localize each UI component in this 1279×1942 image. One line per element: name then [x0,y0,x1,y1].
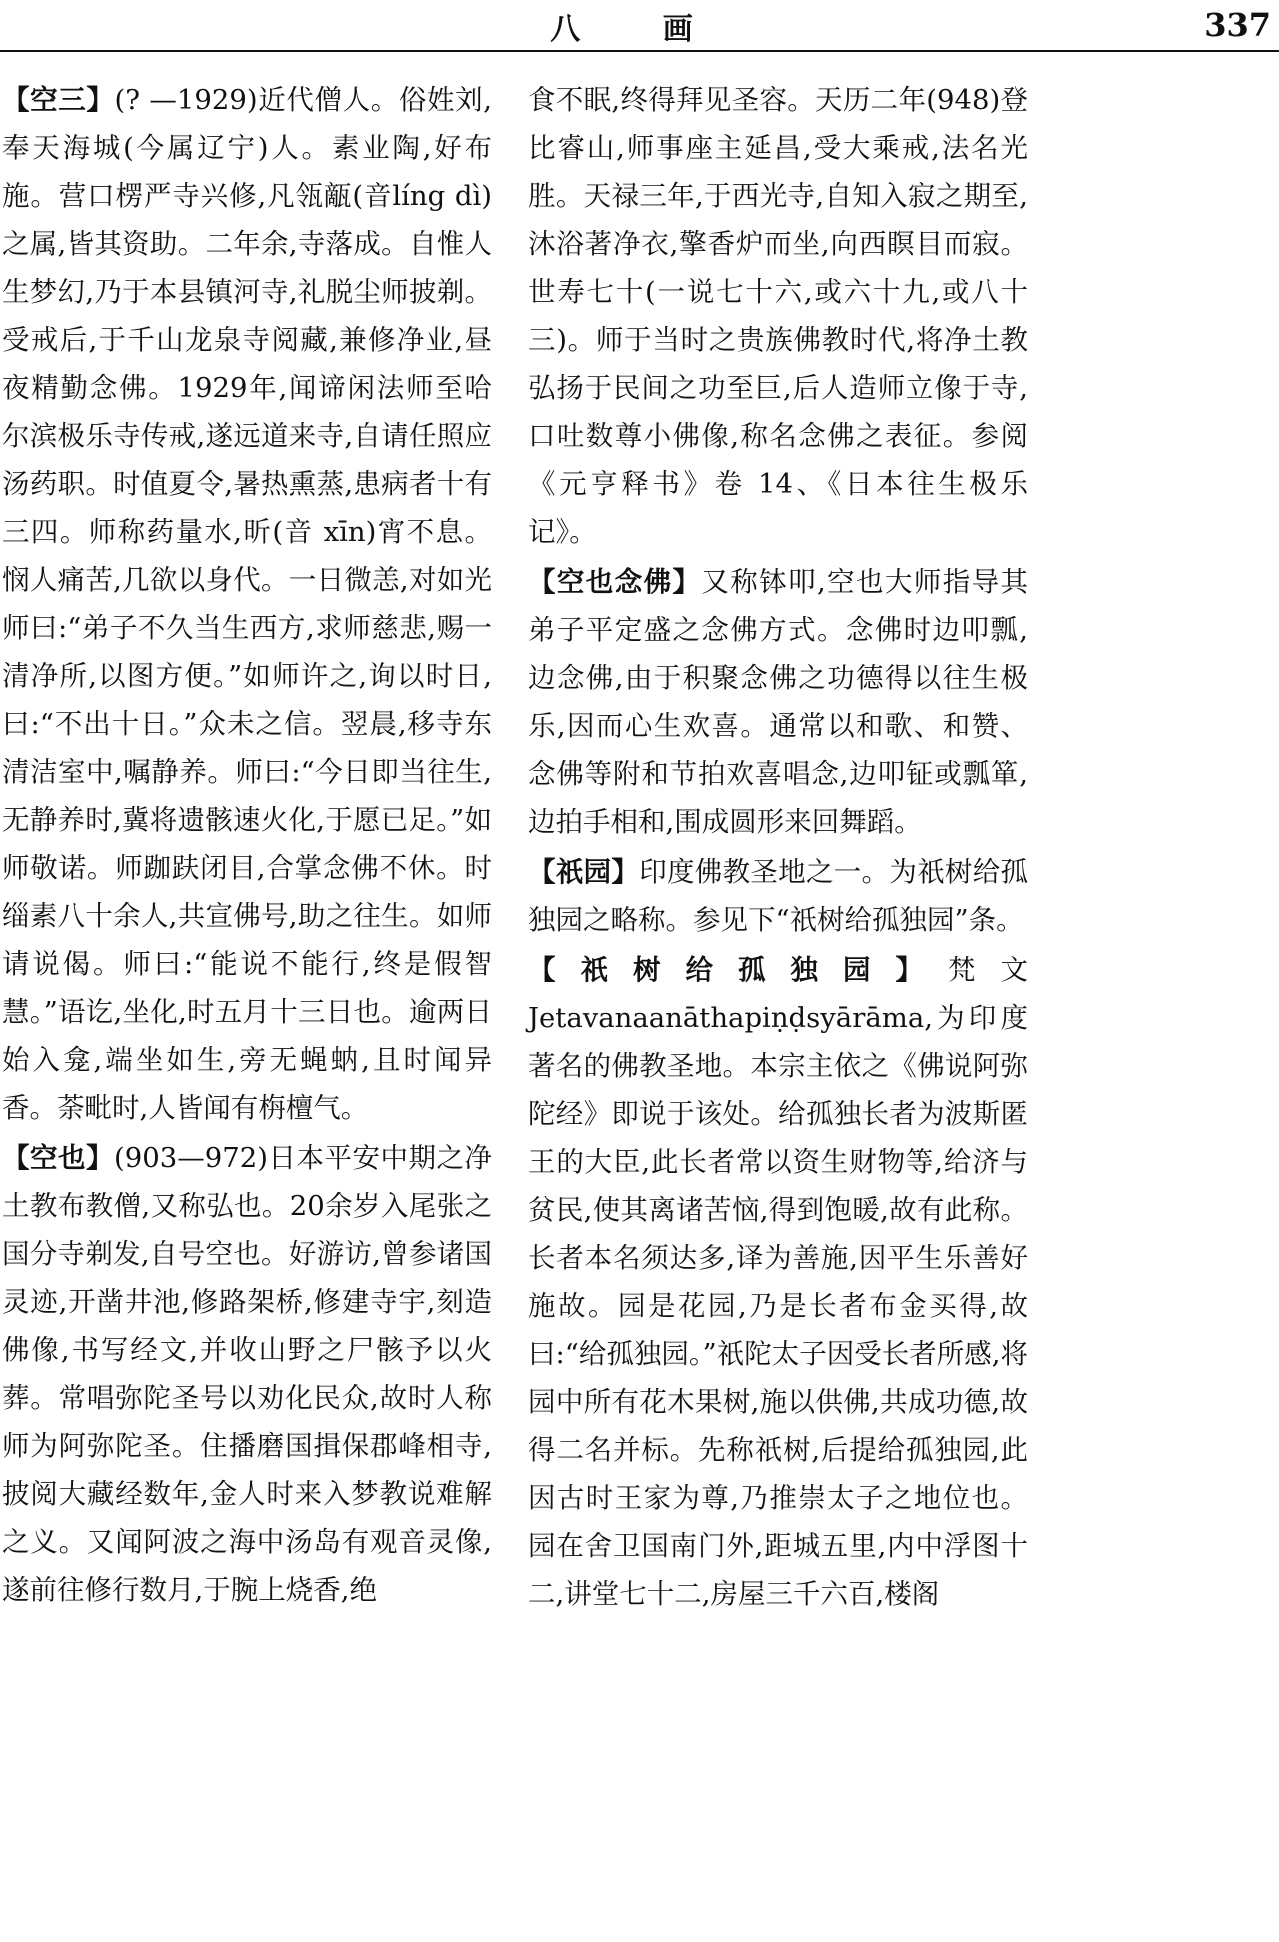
entry-text: 印度佛教圣地之一。为祇树给孤独园之略称。参见下“祇树给孤独园”条。 [528,856,1029,936]
entry-text: (903—972)日本平安中期之净土教布教僧,又称弘也。20余岁入尾张之国分寺剃发,自号空也。好游访,曾参诸国灵迹,开凿井池,修路架桥,修建寺宇,刻造佛像,书写经文,并收山野之尸骸予以火葬。常唱弥陀圣号以劝化民众,故时人称师为阿弥陀圣。住播磨国揖保郡峰相寺,披阅大藏经数年,金人时来入梦教说难解之义。又闻阿波之海中汤岛有观音灵像,遂前往修行数月,于腕上烧香,绝 [2,1142,493,1606]
entry-text: 梵文 Jetavanaanāthapiṇḍsyārāma,为印度著名的佛教圣地。本宗主依之《佛说阿弥陀经》即说于该处。给孤独长者为波斯匿王的大臣,此长者常以资生财物等,给济与贫民,使其离诸苦恼,得到饱暖,故有此称。长者本名须达多,译为善施,因平生乐善好施故。园是花园,乃是长者布金买得,故曰:“给孤独园。”祇陀太子因受长者所感,将园中所有花木果树,施以供佛,共成功德,故得二名并标。先称祇树,后提给孤独园,此因古时王家为尊,乃推崇太子之地位也。园在舍卫国南门外,距城五里,内中浮图十二,讲堂七十二,房屋三千六百,楼阁 [528,954,1028,1610]
entry-headword: 【 空也 】 [2,1142,114,1174]
section-title: 八 画 [550,12,729,47]
right-column [528,76,1028,1620]
entry-kong-ye [2,1134,492,1614]
page-number: 337 [1204,6,1271,44]
continued-text: 食不眠,终得拜见圣容。天历二年(948)登比睿山,师事座主延昌,受大乘戒,法名光胜。天禄三年,于西光寺,自知入寂之期至,沐浴著净衣,擎香炉而坐,向西瞑目而寂。世寿七十(一说七十六,或六十九,或八十三)。师于当时之贵族佛教时代,将净土教弘扬于民间之功至巨,后人造师立像于寺,口吐数尊小佛像,称名念佛之表征。参阅《元亨释书》卷 14、《日本往生极乐记》。 [528,84,1028,548]
entry-headword: 【 祇园 】 [528,856,639,888]
entry-text: (? —1929)近代僧人。俗姓刘,奉天海城(今属辽宁)人。素业陶,好布施。营口楞严寺兴修,凡瓴甋(音líng dì)之属,皆其资助。二年余,寺落成。自惟人生梦幻,乃于本县镇河寺,礼脱尘师披剃。受戒后,于千山龙泉寺阅藏,兼修净业,昼夜精勤念佛。1929年,闻谛闲法师至哈尔滨极乐寺传戒,遂远道来寺,自请任照应汤药职。时值夏令,暑热熏蒸,患病者十有三四。师称药量水,昕(音 xīn)宵不息。悯人痛苦,几欲以身代。一日微恙,对如光师曰:“弟子不久当生西方,求师慈悲,赐一清净所,以图方便。”如师许之,询以时日,曰:“不出十日。”众未之信。翌晨,移寺东清洁室中,嘱静养。师曰:“今日即当往生,无静养时,冀将遗骸速火化,于愿已足。”如师敬诺。师跏趺闭目,合掌念佛不休。时缁素八十余人,共宣佛号,助之往生。如师请说偈。师曰:“能说不能行,终是假智慧。”语讫,坐化,时五月十三日也。逾两日始入龛,端坐如生,旁无蝇蚋,且时闻异香。荼毗时,人皆闻有栴檀气。 [2,84,493,1124]
header-rule [0,50,1279,52]
page-header [0,0,1279,48]
entry-qi-yuan [528,848,1028,944]
entry-headword: 【 空也念佛 】 [528,566,701,598]
entry-headword: 【 空三 】 [2,84,115,116]
entry-headword: 【 祇树给孤独园 】 [528,954,948,986]
entry-qi-shu-gei-gu-du-yuan [528,946,1028,1618]
left-column [2,76,492,1616]
entry-kong-san [2,76,492,1132]
entry-kong-ye-nian-fo [528,558,1028,846]
entry-text: 又称钵叩,空也大师指导其弟子平定盛之念佛方式。念佛时边叩瓢,边念佛,由于积聚念佛之功德得以往生极乐,因而心生欢喜。通常以和歌、和赞、念佛等附和节拍欢喜唱念,边叩钲或瓢箪,边拍手相和,围成圆形来回舞蹈。 [528,566,1029,838]
